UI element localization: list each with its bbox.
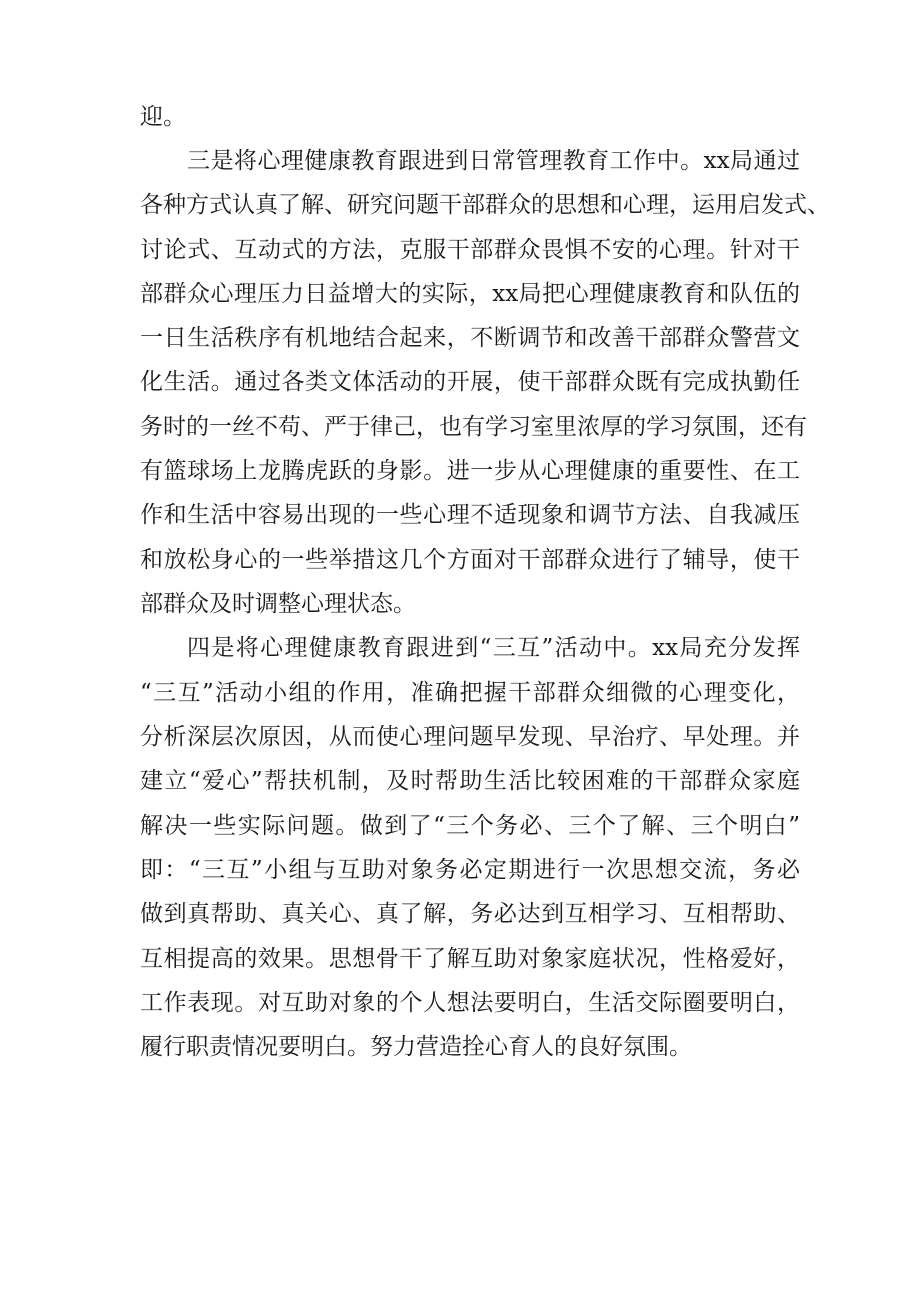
text-line: 建立“爱心”帮扶机制，及时帮助生活比较困难的干部群众家庭 <box>140 768 800 794</box>
paragraph-4-first-line: 四是将心理健康教育跟进到“三互”活动中。xx局充分发挥 <box>187 635 800 661</box>
text-line: 分析深层次原因，从而使心理问题早发现、早治疗、早处理。并 <box>140 724 800 750</box>
paragraph-3-first-line: 三是将心理健康教育跟进到日常管理教育工作中。xx局通过 <box>187 148 800 174</box>
text-line: 一日生活秩序有机地结合起来，不断调节和改善干部群众警营文 <box>140 325 800 351</box>
text-line: 讨论式、互动式的方法，克服干部群众畏惧不安的心理。针对干 <box>140 237 800 263</box>
text-line: 互相提高的效果。思想骨干了解互助对象家庭状况，性格爱好， <box>140 946 800 972</box>
text-line: 做到真帮助、真关心、真了解，务必达到互相学习、互相帮助、 <box>140 901 800 927</box>
text-line: 解决一些实际问题。做到了“三个务必、三个了解、三个明白” <box>140 813 800 839</box>
text-line: 作和生活中容易出现的一些心理不适现象和调节方法、自我减压 <box>140 502 800 528</box>
text-line: “三互”活动小组的作用，准确把握干部群众细微的心理变化， <box>140 680 800 706</box>
text-line: 和放松身心的一些举措这几个方面对干部群众进行了辅导，使干 <box>140 547 800 573</box>
text-line: 各种方式认真了解、研究问题干部群众的思想和心理，运用启发式、 <box>140 192 830 218</box>
text-line: 有篮球场上龙腾虎跃的身影。进一步从心理健康的重要性、在工 <box>140 458 800 484</box>
text-line: 迎。 <box>140 104 186 130</box>
text-line: 部群众及时调整心理状态。 <box>140 591 416 617</box>
text-line: 即：“三互”小组与互助对象务必定期进行一次思想交流，务必 <box>140 857 800 883</box>
text-line: 务时的一丝不苟、严于律己，也有学习室里浓厚的学习氛围，还有 <box>140 414 807 440</box>
text-line: 履行职责情况要明白。努力营造拴心育人的良好氛围。 <box>140 1034 692 1060</box>
text-line: 工作表现。对互助对象的个人想法要明白，生活交际圈要明白， <box>140 990 800 1016</box>
text-line: 化生活。通过各类文体活动的开展，使干部群众既有完成执勤任 <box>140 369 800 395</box>
text-line: 部群众心理压力日益增大的实际，xx局把心理健康教育和队伍的 <box>140 281 800 307</box>
